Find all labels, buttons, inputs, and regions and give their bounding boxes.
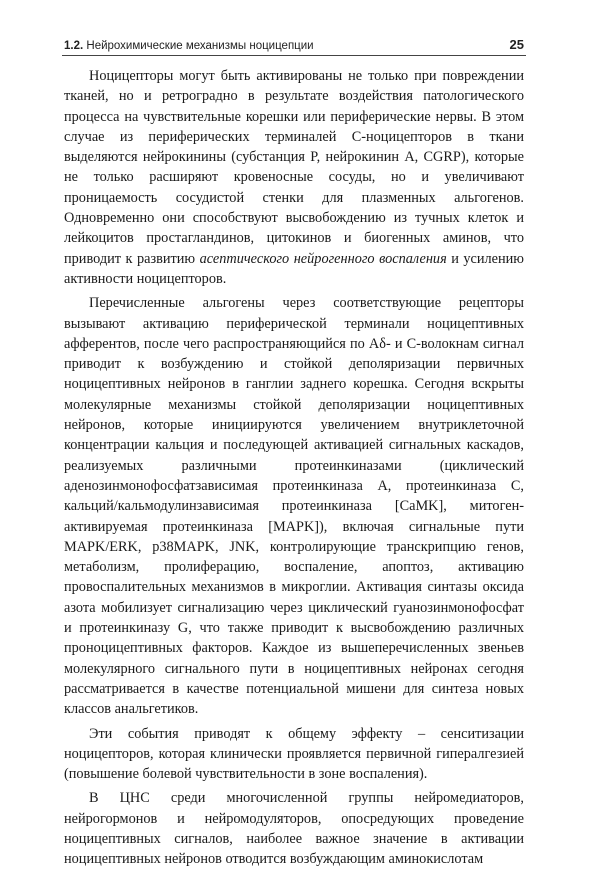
section-number: 1.2. [64, 40, 84, 52]
section-title [64, 40, 314, 52]
paragraph-4: В ЦНС среди многочисленной группы нейромедиаторов, нейрогормонов и нейромодуляторов, опосредующих проведение ноцицептивных сигналов, наиболее важное значение в активации ноцицептивных нейронов отводится возбуждающим аминокислотам [64, 790, 524, 868]
paragraph-2: Перечисленные альгогены через соответствующие рецепторы вызывают активацию периферической терминали ноцицептивных афферентов, после чего распространяющийся по Aδ- и С-волокнам сигнал приводит к возбуждению и стойкой деполяризации первичных ноцицептивных нейронов в ганглии заднего корешка. Сегодня вскрыты молекулярные механизмы стойкой деполяризации ноцицептивных нейронов, которые инициируются увеличением внутриклеточной концентрации кальция и последующей активацией сигнальных каскадов, реализуемых различными протеинкиназами (циклический аденозинмонофосфатзависимая протеинкиназа А, протеинкиназа С, кальций/кальмодулинзависимая протеинкиназа [CaMK], митоген-активируемая протеинкиназа [MAPK]), включая сигнальные пути MAPK/ERK, p38MAPK, JNK, контролирующие транскрипцию генов, метаболизм, пролиферацию, воспаление, апоптоз, активацию провоспалительных механизмов в микроглии. Активация синтазы оксида азота мобилизует сигнализацию через циклический гуанозинмонофосфат и протеинкиназу G, что также приводит к высвобождению различных проноцицептивных факторов. Каждое из вышеперечисленных звеньев молекулярного сигнального пути в ноцицептивных нейронах сегодня рассматривается в качестве потенциальной мишени для синтеза новых классов анальгетиков. [64, 295, 524, 718]
body-text [64, 66, 524, 870]
paragraph-1-emphasis: асептического нейрогенного воспаления [199, 250, 447, 267]
paragraph-3: Эти события приводят к общему эффекту – сенситизации ноцицепторов, которая клинически проявляется первичной гипералгезией (повышение болевой чувствительности в зоне воспаления). [64, 725, 524, 783]
section-title-text: Нейрохимические механизмы ноцицепции [83, 40, 314, 52]
paragraph-1 [64, 66, 524, 289]
running-head [64, 37, 524, 52]
paragraph-1-part-1: Ноцицепторы могут быть активированы не только при повреждении тканей, но и ретроградно в результате воздействия патологического процесса на чувствительные корешки или периферические нервы. В этом случае из периферических терминалей С-ноцицепторов в ткани выделяются нейрокинины (субстанция P, нейрокинин A, CGRP), которые не только расширяют кровеносные сосуды, но и увеличивают проницаемость сосудистой стенки для плазменных альгогенов. Одновременно они способствуют высвобождению из тучных клеток и лейкоцитов простагландинов, цитокинов и биогенных аминов, что приводит к развитию [64, 68, 524, 267]
page-number: 25 [509, 37, 524, 52]
header-rule [62, 55, 526, 56]
paragraph-1-part-2: и усилению активности ноцицепторов. [64, 250, 524, 287]
